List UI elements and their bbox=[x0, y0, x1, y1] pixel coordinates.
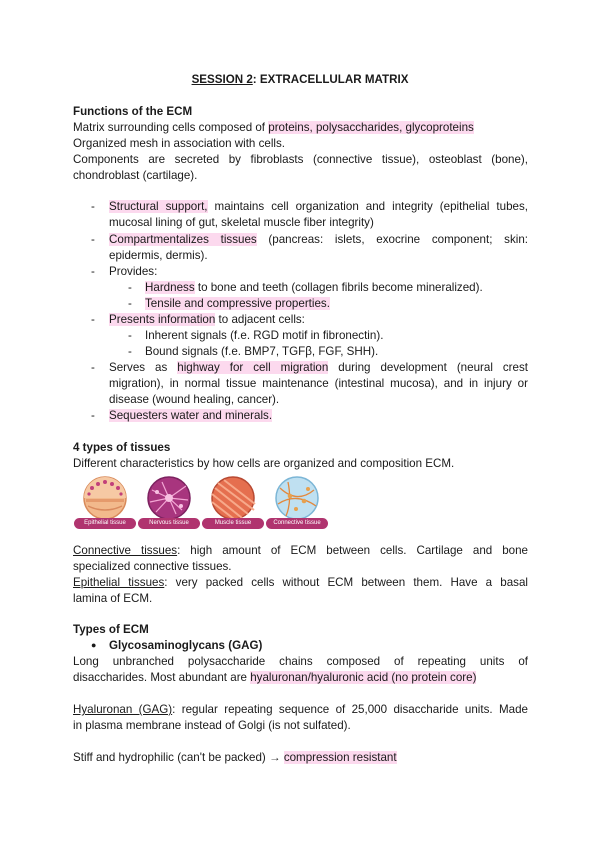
bullet-sequesters: Sequesters water and minerals. bbox=[109, 409, 273, 422]
functions-p1: Matrix surrounding cells composed of proteins, polysaccharides, glycoproteins bbox=[73, 121, 474, 134]
dash-subbullet: - bbox=[128, 329, 132, 342]
dash-bullet: - bbox=[91, 361, 95, 374]
subbullet-hardness: Hardness to bone and teeth (collagen fibrils become mineralized). bbox=[145, 281, 483, 294]
muscle-tissue-icon bbox=[202, 474, 264, 520]
nervous-tissue-figure bbox=[138, 474, 200, 532]
hyaluronan-line1: Hyaluronan (GAG): regular repeating sequence of 25,000 disaccharide units. Made bbox=[73, 703, 528, 716]
muscle-tissue-figure bbox=[202, 474, 264, 532]
dash-bullet: - bbox=[91, 233, 95, 246]
subbullet-bound-signals: Bound signals (f.e. BMP7, TGFβ, FGF, SHH). bbox=[145, 345, 379, 358]
dash-bullet: - bbox=[91, 265, 95, 278]
bullet-structural-support: Structural support, maintains cell organization and integrity (epithelial tubes, bbox=[109, 200, 528, 213]
tissue-label: Nervous tissue bbox=[138, 518, 200, 529]
epithelial-tissues-line2: lamina of ECM. bbox=[73, 592, 153, 605]
bullet-provides: Provides: bbox=[109, 265, 158, 278]
dash-bullet: - bbox=[91, 409, 95, 422]
functions-p2: Organized mesh in association with cells. bbox=[73, 137, 286, 150]
gag-line1: Long unbranched polysaccharide chains composed of repeating units of bbox=[73, 655, 528, 668]
dash-subbullet: - bbox=[128, 297, 132, 310]
page-title bbox=[0, 73, 600, 86]
bullet-highway-line3: disease (wound healing, cancer). bbox=[109, 393, 280, 406]
session-label: SESSION 2 bbox=[191, 73, 253, 86]
epithelial-tissue-icon bbox=[74, 474, 136, 520]
functions-p3-line1: Components are secreted by fibroblasts (connective tissue), osteoblast (bone), bbox=[73, 153, 528, 166]
dash-subbullet: - bbox=[128, 281, 132, 294]
bullet-compartmentalizes-line2: epidermis, dermis). bbox=[109, 249, 208, 262]
functions-p3-line2: chondroblast (cartilage). bbox=[73, 169, 198, 182]
connective-tissues-line2: specialized connective tissues. bbox=[73, 560, 232, 573]
highlight: proteins, polysaccharides, glycoproteins bbox=[268, 121, 474, 134]
types-heading: Types of ECM bbox=[73, 623, 149, 636]
dash-bullet: - bbox=[91, 200, 95, 213]
functions-heading: Functions of the ECM bbox=[73, 105, 193, 118]
hyaluronan-line2: in plasma membrane instead of Golgi (is not sulfated). bbox=[73, 719, 351, 732]
bullet-structural-support-line2: mucosal lining of gut, skeletal muscle fiber integrity) bbox=[109, 216, 374, 229]
connective-tissues-line1: Connective tissues: high amount of ECM between cells. Cartilage and bone bbox=[73, 544, 528, 557]
gag-line2: disaccharides. Most abundant are hyaluronan/hyaluronic acid (no protein core) bbox=[73, 671, 477, 684]
epithelial-tissue-figure bbox=[74, 474, 136, 532]
bullet-highway-line2: migration), in normal tissue maintenance (intestinal mucosa), and in injury or bbox=[109, 377, 528, 390]
epithelial-tissues-line1: Epithelial tissues: very packed cells without ECM between them. Have a basal bbox=[73, 576, 528, 589]
tissue-label: Epithelial tissue bbox=[74, 518, 136, 529]
subbullet-inherent-signals: Inherent signals (f.e. RGD motif in fibronectin). bbox=[145, 329, 384, 342]
dash-bullet: - bbox=[91, 313, 95, 326]
tissues-heading: 4 types of tissues bbox=[73, 441, 171, 454]
nervous-tissue-icon bbox=[138, 474, 200, 520]
bullet-presents-information: Presents information to adjacent cells: bbox=[109, 313, 305, 326]
connective-tissue-icon bbox=[266, 474, 328, 520]
bullet-compartmentalizes: Compartmentalizes tissues (pancreas: islets, exocrine component; skin: bbox=[109, 233, 528, 246]
bullet-highway: Serves as highway for cell migration during development (neural crest bbox=[109, 361, 528, 374]
gag-title: Glycosaminoglycans (GAG) bbox=[109, 639, 263, 652]
tissues-description: Different characteristics by how cells are organized and composition ECM. bbox=[73, 457, 455, 470]
dash-subbullet: - bbox=[128, 345, 132, 358]
title-suffix: : EXTRACELLULAR MATRIX bbox=[252, 73, 409, 86]
connective-tissue-figure bbox=[266, 474, 328, 532]
subbullet-tensile: Tensile and compressive properties. bbox=[145, 297, 330, 310]
bullet-dot: ● bbox=[91, 640, 97, 650]
stiff-hydrophilic-line: Stiff and hydrophilic (can't be packed) → compression resistant bbox=[73, 751, 397, 764]
tissue-label: Connective tissue bbox=[266, 518, 328, 529]
tissue-label: Muscle tissue bbox=[202, 518, 264, 529]
